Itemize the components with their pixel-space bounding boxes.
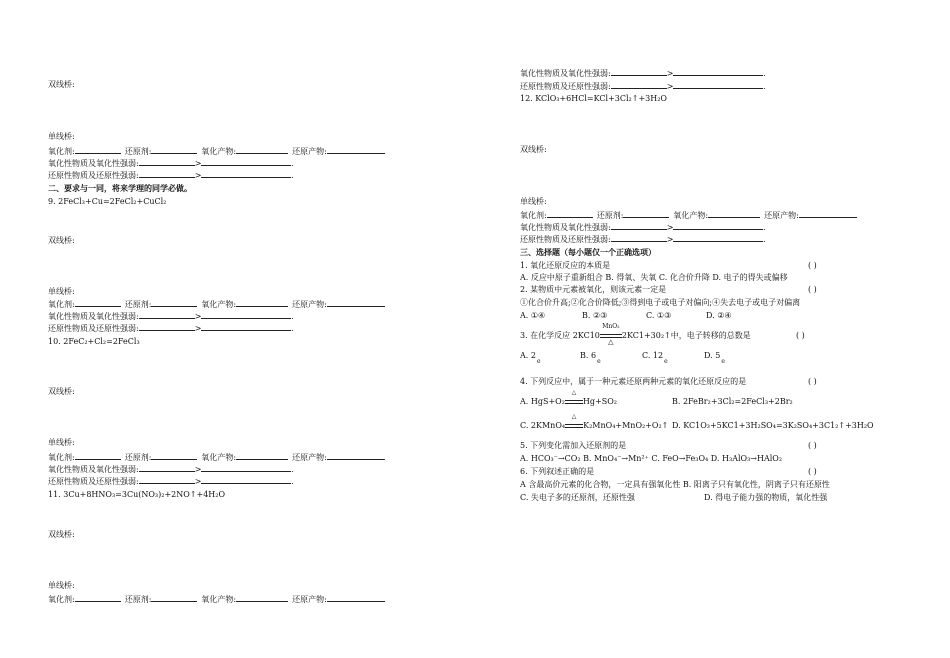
reductant-blank[interactable] [151, 145, 197, 154]
reduction-product-blank[interactable] [327, 593, 385, 602]
strength-blank-b[interactable] [201, 310, 291, 319]
mc3-options [520, 350, 820, 366]
mc3-option-a[interactable]: A. $2_e$ [520, 351, 541, 365]
oxidation-product-label: 氧化产物: [201, 595, 237, 604]
oxidant-label: 氧化剂: [48, 453, 75, 462]
reduction-product-blank[interactable] [327, 298, 385, 307]
period: . [763, 223, 766, 232]
single-bridge-label-1: 单线桥: [48, 132, 75, 141]
reduction-product-blank[interactable] [327, 451, 385, 460]
oxidizing-strength-label: 氧化性物质及氧化性强弱: [520, 69, 611, 78]
mc4-options-ab [520, 389, 920, 407]
reducing-strength-label: 还原性物质及还原性强弱: [520, 82, 611, 91]
reducing-strength-row-0 [520, 80, 766, 91]
question-10: 10. 2FeC₂+Cl₂=2FeCl₃ [48, 337, 140, 346]
mc-question-1 [520, 260, 817, 271]
strength-blank-b[interactable] [201, 157, 291, 166]
period: . [291, 477, 294, 486]
strength-blank-b[interactable] [201, 169, 291, 178]
answer-paren[interactable]: ( ) [808, 467, 817, 476]
mc1-options: A. 反应中原子重新组合 B. 得氧、失氧 C. 化合价升降 D. 电子的得失或偏移 [520, 273, 788, 282]
mc4-options-cd [520, 413, 940, 431]
oxidizing-strength-row-3 [48, 463, 294, 474]
heat-triangle-icon: △ [571, 413, 577, 420]
oxidation-product-blank[interactable] [236, 451, 288, 460]
oxidizing-strength-label: 氧化性物质及氧化性强弱: [48, 465, 139, 474]
strength-blank-a[interactable] [139, 322, 195, 331]
oxidation-product-blank[interactable] [236, 593, 288, 602]
mc1-stem: 1. 氧化还原反应的本质是 [520, 261, 611, 270]
agents-row-4 [48, 593, 385, 604]
reductant-blank[interactable] [151, 451, 197, 460]
strength-blank-b[interactable] [673, 80, 763, 89]
mc-question-4 [520, 376, 817, 387]
reducing-strength-label: 还原性物质及还原性强弱: [48, 324, 139, 333]
reaction-condition-arrow [565, 413, 583, 431]
section-three-heading: 三、选择题（每小题仅一个正确选项） [520, 247, 656, 257]
oxidizing-strength-label: 氧化性物质及氧化性强弱: [520, 223, 611, 232]
period: . [291, 324, 294, 333]
oxidizing-strength-row-0 [520, 67, 766, 78]
double-bridge-label-2: 双线桥: [48, 236, 75, 245]
strength-blank-a[interactable] [611, 67, 667, 76]
reducing-strength-label: 还原性物质及还原性强弱: [48, 171, 139, 180]
strength-blank-a[interactable] [139, 169, 195, 178]
oxidation-product-blank[interactable] [236, 145, 288, 154]
oxidizing-strength-row-r [520, 221, 766, 232]
strength-blank-a[interactable] [139, 310, 195, 319]
reductant-blank[interactable] [623, 209, 669, 218]
reducing-strength-label: 还原性物质及还原性强弱: [48, 477, 139, 486]
question-11: 11. 3Cu+8HNO₃=3Cu(NO₃)₂+2NO↑+4H₂O [48, 490, 226, 499]
greater-than: > [194, 324, 202, 333]
double-bridge-label-r: 双线桥: [520, 145, 547, 154]
mc6-option-d[interactable]: D. 得电子能力强的物质，氧化性强 [704, 493, 828, 502]
reductant-label: 还原剂: [124, 300, 152, 309]
mc4-option-d[interactable]: D. KC1O₃+5KC1+3H₂SO₄=3K₂SO₄+3C1₂↑+3H₂O [672, 421, 874, 430]
agents-row-r [520, 209, 857, 220]
mc4-option-a[interactable]: A. HgS+O₂ △ Hg+SO₂ [520, 389, 617, 406]
agents-row-1 [48, 145, 385, 156]
reducing-strength-row-2 [48, 322, 294, 333]
strength-blank-a[interactable] [139, 463, 195, 472]
mc4-option-c[interactable]: C. 2KMnO₄ △ K₂MnO₄+MnO₂+O₂↑ [520, 413, 669, 430]
oxidizing-strength-label: 氧化性物质及氧化性强弱: [48, 312, 139, 321]
oxidizing-strength-row-2 [48, 310, 294, 321]
reduction-product-label: 还原产物: [292, 595, 327, 604]
right-column [520, 0, 940, 658]
mc3-stem-post: 2KC1+30₂↑中，电子转移的总数是 [621, 331, 751, 340]
oxidation-product-label: 氧化产物: [201, 147, 237, 156]
answer-paren[interactable]: ( ) [808, 441, 817, 450]
mc-question-5 [520, 440, 817, 451]
greater-than: > [194, 477, 202, 486]
reduction-product-blank[interactable] [327, 145, 385, 154]
mc-question-3 [520, 323, 805, 346]
oxidation-product-label: 氧化产物: [201, 453, 237, 462]
strength-blank-a[interactable] [139, 157, 195, 166]
double-bridge-label-4: 双线桥: [48, 530, 75, 539]
mc5-stem: 5. 下列变化需加入还原剂的是 [520, 441, 627, 450]
oxidant-label: 氧化剂: [520, 211, 547, 220]
left-column [48, 0, 468, 658]
catalyst-label: MnO₂ [602, 323, 620, 330]
greater-than: > [666, 82, 674, 91]
oxidizing-strength-row-1 [48, 157, 294, 168]
oxidant-blank[interactable] [75, 145, 121, 154]
mc2-option-b[interactable]: B. ②③ [582, 311, 608, 320]
mc3-stem-pre: 3. 在化学反应 2KC10 [520, 331, 600, 340]
period: . [291, 171, 294, 180]
section-two-heading: 二、要求与一同，将来学理的同学必做。 [48, 183, 192, 193]
agents-row-2 [48, 298, 385, 309]
mc3-option-c[interactable]: C. $12_e$ [642, 351, 668, 365]
oxidant-blank[interactable] [547, 209, 593, 218]
mc2-options [520, 310, 850, 321]
reduction-product-label: 还原产物: [292, 300, 327, 309]
reduction-product-label: 还原产物: [764, 211, 799, 220]
oxidation-product-blank[interactable] [236, 298, 288, 307]
mc4-option-b[interactable]: B. 2FeBr₂+3Cl₂=2FeCl₃+2Br₂ [672, 397, 793, 406]
reduction-product-label: 还原产物: [292, 453, 327, 462]
oxidation-product-label: 氧化产物: [673, 211, 709, 220]
strength-blank-b[interactable] [673, 67, 763, 76]
greater-than: > [666, 223, 674, 232]
reducing-strength-row-3 [48, 475, 294, 486]
mc6-options-ab: A 含最高价元素的化合物，一定具有强氧化性 B. 阳离子只有氧化性，阴离子只有还原性 [520, 480, 830, 489]
oxidation-product-blank[interactable] [708, 209, 760, 218]
answer-paren[interactable]: ( ) [808, 377, 817, 386]
oxidizing-strength-label: 氧化性物质及氧化性强弱: [48, 159, 139, 168]
reaction-condition-arrow [565, 389, 583, 407]
mc4-stem: 4. 下列反应中，属于一种元素还原两种元素的氧化还原反应的是 [520, 377, 747, 386]
period: . [763, 82, 766, 91]
reduction-product-blank[interactable] [799, 209, 857, 218]
question-12: 12. KClO₃+6HCl=KCl+3Cl₂↑+3H₂O [520, 94, 667, 103]
strength-blank-b[interactable] [673, 233, 763, 242]
mc2-option-d[interactable]: D. ②④ [706, 311, 732, 320]
question-9: 9. 2FeCl₃+Cu=2FeCl₂+CuCl₂ [48, 197, 167, 206]
reductant-blank[interactable] [151, 298, 197, 307]
agents-row-3 [48, 451, 385, 462]
oxidant-label: 氧化剂: [48, 147, 75, 156]
period: . [291, 465, 294, 474]
period: . [291, 159, 294, 168]
period: . [763, 235, 766, 244]
greater-than: > [194, 465, 202, 474]
mc3-option-b[interactable]: B. $6_e$ [580, 351, 601, 365]
greater-than: > [666, 235, 674, 244]
reductant-blank[interactable] [151, 593, 197, 602]
mc3-option-d[interactable]: D. $5_e$ [704, 351, 725, 365]
greater-than: > [194, 312, 202, 321]
strength-blank-b[interactable] [673, 221, 763, 230]
greater-than: > [194, 171, 202, 180]
period: . [763, 69, 766, 78]
answer-paren[interactable]: ( ) [796, 331, 805, 340]
mc6-option-c[interactable]: C. 失电子多的还原剂，还原性强 [520, 493, 635, 502]
strength-blank-a[interactable] [611, 233, 667, 242]
mc2-items: ①化合价升高;②化合价降低;③得到电子或电子对偏向;④失去电子或电子对偏离 [520, 298, 801, 307]
reaction-condition-arrow [600, 323, 622, 346]
greater-than: > [194, 159, 202, 168]
oxidation-product-label: 氧化产物: [201, 300, 237, 309]
answer-paren[interactable]: ( ) [808, 285, 817, 294]
double-bridge-label-1: 双线桥: [48, 80, 75, 89]
reductant-label: 还原剂: [124, 595, 152, 604]
oxidant-blank[interactable] [75, 593, 121, 602]
mc5-options: A. HCO₃⁻→CO₂ B. MnO₄⁻→Mn²⁺ C. FeO→Fe₃O₄ D. H₃AlO₃→HAlO₂ [520, 454, 783, 463]
mc6-stem: 6. 下列叙述正确的是 [520, 467, 595, 476]
reductant-label: 还原剂: [124, 453, 152, 462]
heat-triangle-icon: △ [571, 389, 577, 396]
mc6-options-cd [520, 492, 920, 503]
single-bridge-label-4: 单线桥: [48, 581, 75, 590]
mc-question-2 [520, 284, 817, 295]
reduction-product-label: 还原产物: [292, 147, 327, 156]
reducing-strength-row-1 [48, 169, 294, 180]
reducing-strength-row-r [520, 233, 766, 244]
oxidant-label: 氧化剂: [48, 595, 75, 604]
mc2-stem: 2. 某物质中元素被氧化，则该元素一定是 [520, 285, 667, 294]
oxidant-blank[interactable] [75, 451, 121, 460]
strength-blank-b[interactable] [201, 463, 291, 472]
strength-blank-a[interactable] [611, 80, 667, 89]
answer-paren[interactable]: ( ) [808, 261, 817, 270]
strength-blank-b[interactable] [201, 475, 291, 484]
oxidant-label: 氧化剂: [48, 300, 75, 309]
strength-blank-b[interactable] [201, 322, 291, 331]
heat-triangle-icon: △ [608, 338, 614, 346]
double-bridge-label-3: 双线桥: [48, 387, 75, 396]
mc-question-6 [520, 466, 817, 477]
reductant-label: 还原剂: [596, 211, 624, 220]
single-bridge-label-2: 单线桥: [48, 287, 75, 296]
strength-blank-a[interactable] [611, 221, 667, 230]
reductant-label: 还原剂: [124, 147, 152, 156]
mc2-option-c[interactable]: C. ①③ [646, 311, 672, 320]
strength-blank-a[interactable] [139, 475, 195, 484]
mc2-option-a[interactable]: A. ①④ [520, 311, 546, 320]
oxidant-blank[interactable] [75, 298, 121, 307]
single-bridge-label-r: 单线桥: [520, 197, 547, 206]
single-bridge-label-3: 单线桥: [48, 438, 75, 447]
period: . [291, 312, 294, 321]
greater-than: > [666, 69, 674, 78]
reducing-strength-label: 还原性物质及还原性强弱: [520, 235, 611, 244]
